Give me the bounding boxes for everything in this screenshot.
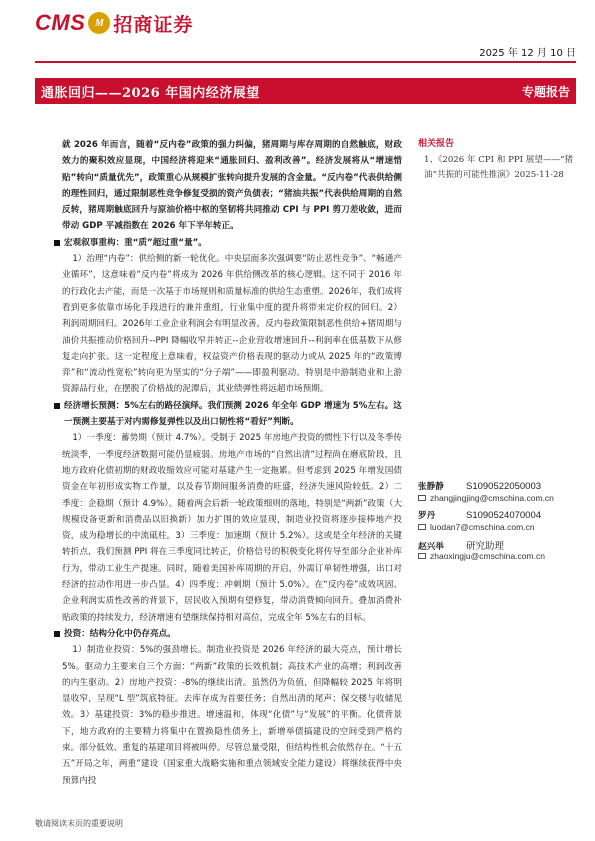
- section-heading: 宏观叙事重构：重“质”超过重“量”。: [64, 237, 207, 248]
- report-type: 专题报告: [521, 84, 570, 99]
- author-email-row: [418, 492, 583, 504]
- section-heading: 经济增长预测：5%左右的路径演绎。我们预测 2026 年全年 GDP 增速为 5%左右。这一预测主要基于对内需修复弹性以及出口韧性将“看好”判断。: [64, 400, 402, 428]
- section-bullet-growth: [62, 398, 402, 431]
- author-email-row: [418, 521, 583, 533]
- author-id: S1090522050003: [466, 481, 542, 492]
- body-paragraph: 1）一季度：蓄势期（预计 4.7%）。受制于 2025 年房地产投资的惯性下行以及冬季传统淡季，一季度经济数据可能仍显疲弱。房地产市场的“自然出清”过程尚在磨底阶段，且地方政府化债初期的财政收缩效应可能对基建产生一定拖累。但考虑到 2025 年增发国债资金在年初形成实物工作量，以及春节期间服务消费的旺盛，经济失速风险较低。2）二季度：企稳期（预计 4.9%）。随着两会后新一轮政策细则的落地，特别是“两新”政策（大规模设备更新和消费品以旧换新）加力扩围的效应显现，制造业投资将逐步接棒地产投资，成为稳增长的中流砥柱。3）三季度：加速期（预计 5.2%）。这或是全年经济的关键转折点，我们预测 PPI 将在三季度同比转正，价格信号的积极变化将传导至部分企业补库行为，带动工业生产提速。同时，随着美国补库周期的开启，外需订单韧性增强，出口对经济的拉动作用进一步凸显。4）四季度：冲刺期（预计 5.0%）。在“反内卷”成效巩固、企业利润实质性改善的背景下，居民收入预期有望修复，带动消费倾向回升。叠加消费补贴政策的持续发力，经济增速有望继续保持相对高位，完成全年 5%左右的目标。: [62, 433, 402, 623]
- lead-paragraph: 就 2026 年而言，随着“反内卷”政策的强力纠偏，猪周期与库存周期的自然触底，财政效力的聚积效应显现，中国经济将迎来“通胀回归、盈利改善”。经济发展将从“增速惜贴”转向“质量优先”，政策重心从规模扩张转向提升发展的含金量。“反内卷”代表供给侧的理性回归，通过限制恶性竞争修复受损的资产负债表；“猪油共振”代表供给周期的自然反转，猪周期触底回升与原油价格中枢的坚韧将共同推动 CPI 与 PPI 剪刀差收敛，进而带动 GDP 平减指数在 2026 年下半年转正。: [62, 140, 402, 232]
- report-title: 通胀回归——2026 年国内经济展望: [41, 85, 260, 101]
- author-id: S1090524070004: [466, 510, 542, 521]
- author-role: 研究助理: [466, 541, 505, 552]
- mail-icon: [418, 553, 426, 559]
- author-row: [418, 509, 583, 521]
- related-reports-header: 相关报告: [418, 139, 455, 149]
- author-name: 赵兴举: [418, 542, 444, 552]
- section-bullet-macro: [62, 235, 402, 251]
- report-date: 2025 年 12 月 10 日: [479, 48, 576, 59]
- related-report-link[interactable]: 1、《2026 年 CPI 和 PPI 展望——“猪油”共振的可能性推演》2025-11-28: [424, 154, 574, 180]
- mail-icon: [418, 495, 426, 501]
- section-bullet-investment: [62, 626, 402, 642]
- sidebar: [418, 137, 578, 184]
- author-email[interactable]: luodan7@cmschina.com.cn: [430, 522, 535, 532]
- logo-text-cn: 招商证券: [113, 13, 194, 36]
- main-content: [62, 137, 402, 789]
- author-email-row: [418, 550, 583, 562]
- bullet-square-icon: [54, 631, 60, 637]
- body-paragraph: 1）制造业投资：5%的强劲增长。制造业投资是 2026 年经济的最大亮点，预计增长 5%。驱动力主要来自三个方面：“两新”政策的长效机制；高技术产业的高增；利润改善的内生驱动。2）房地产投资：-8%的继续出清。虽然仍为负值，但降幅较 2025 年将明显收窄，呈现“L 型”筑底特征。去库存成为首要任务；自然出清的尾声；保交楼与收储见效。3）基建投资：3%的稳步推进。增速温和，体现“化债”与“发展”的平衡。化债背景下，地方政府的主要精力将集中在置换隐性债务上，新增举债搞建设的空间受到严格约束。部分低效、重复的基建项目将被叫停。尽管总量受限，但结构性机会依然存在。“十五五”开局之年，两重”建设（国家重大战略实施和重点领域安全能力建设）将继续获得中央预算内投: [62, 645, 402, 786]
- section-heading: 投资：结构分化中仍存亮点。: [64, 628, 176, 639]
- title-bar: [35, 78, 576, 104]
- bullet-square-icon: [54, 403, 60, 409]
- header-divider: [35, 61, 576, 63]
- author-email[interactable]: zhaoxingju@cmschina.com.cn: [430, 551, 545, 561]
- bullet-square-icon: [54, 240, 60, 246]
- author-name: 罗丹: [418, 511, 436, 521]
- author-row: [418, 480, 583, 492]
- author-name: 张静静: [418, 482, 444, 492]
- author-row: [418, 538, 583, 550]
- logo-text-en: CMS: [35, 10, 86, 35]
- mail-icon: [418, 524, 426, 530]
- footer-disclaimer: 敬请阅读末页的重要说明: [35, 819, 123, 828]
- company-logo: [35, 8, 193, 38]
- author-list: [418, 480, 583, 567]
- logo-badge-icon: M: [88, 12, 110, 34]
- body-paragraph: 1）治理“内卷”：供给侧的新一轮优化。中央层面多次强调要“防止恶性竞争”、“畅通产业循环”，这意味着“反内卷”将成为 2026 年供给侧改革的核心逻辑。这不同于 2016 年的行政化去产能，而是一次基于市场规则和质量标准的供给生态重塑。2026年，我们成将看到更多依靠市场化手段进行的兼并重组，行业集中度的提升将带来定价权的回归。2）利润周期回归。2026年工业企业利润会有明显改善，反内卷政策限制恶性供给+猪周期与油价共振推动价格回升--PPI 降幅收窄并转正--企业营收增速回升--利润率在低基数下从修复走向扩张。这一定程度上意味着，权益资产价格表现的驱动力或从 2025 年的“政策博弈”和“流动性宽松”转向更为坚实的“分子端”——即盈利驱动。特别是中游制造业和上游资源品行业，在摆脱了价格战的泥潭后，其业绩弹性将远超市场预期。: [62, 254, 402, 395]
- author-email[interactable]: zhangjingjing@cmschina.com.cn: [430, 493, 554, 503]
